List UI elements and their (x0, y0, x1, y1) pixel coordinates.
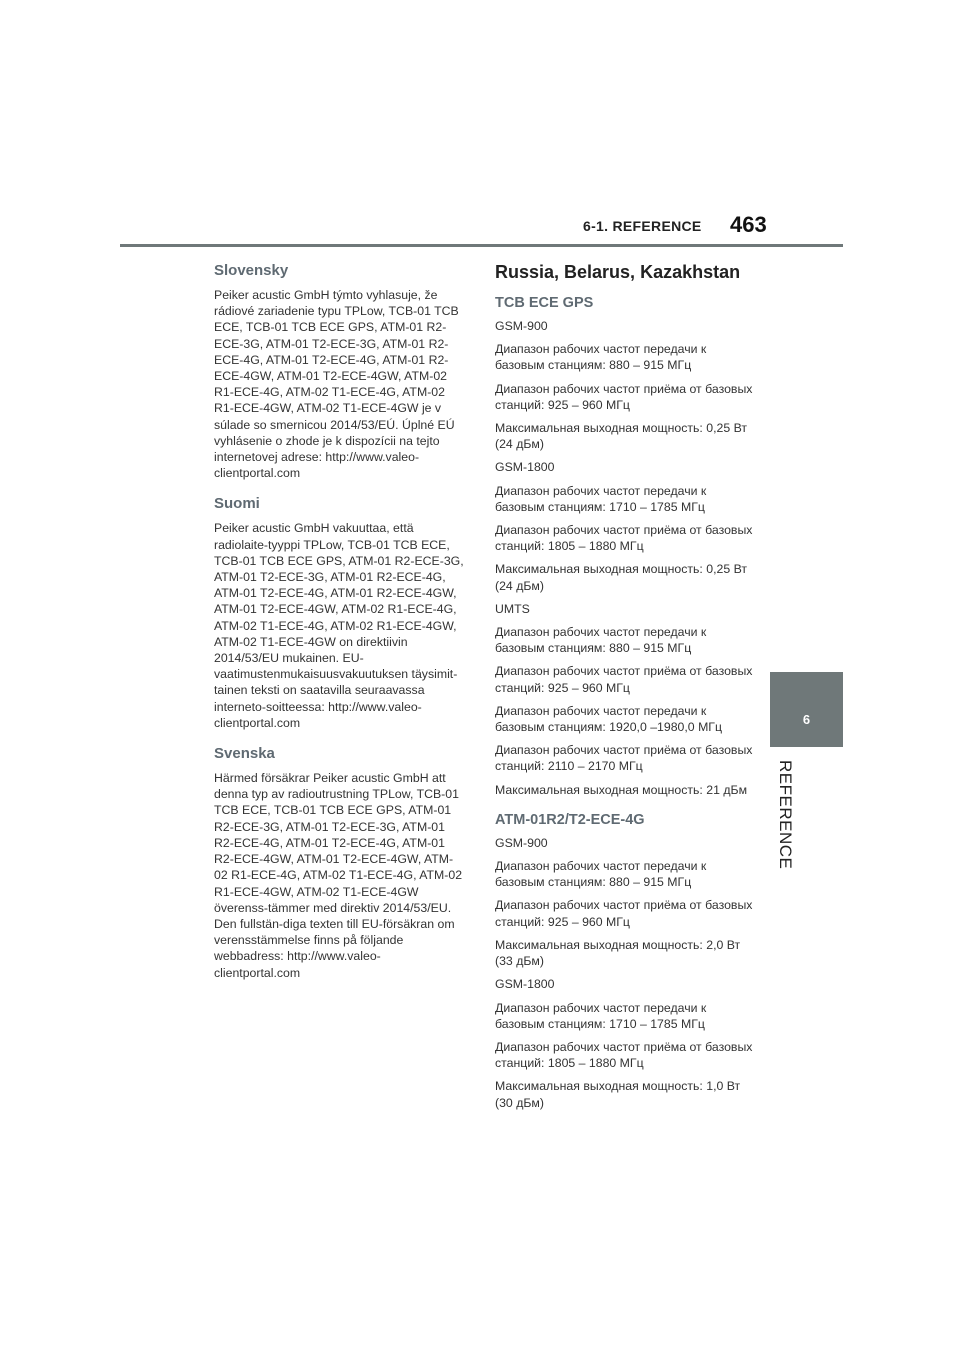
section-svenska (214, 745, 466, 981)
spec-line: Максимальная выходная мощность: 2,0 Вт (33 дБм) (495, 937, 741, 969)
left-column (214, 262, 466, 981)
spec-line: Диапазон рабочих частот передачи к базовым станциям: 1920,0 –1980,0 МГц (495, 703, 723, 735)
header-divider (120, 244, 843, 247)
right-column (495, 262, 757, 1118)
spec-line: GSM-900 (495, 319, 548, 333)
section-body: Peiker acustic GmbH týmto vyhlasuje, že rádiové zariadenie typu TPLow, TCB-01 TCB ECE, TCB-01 TCB ECE GPS, ATM-01 R2-ECE-3G, ATM-01 T2-ECE-3G, ATM-01 R2-ECE-4G, ATM-01 T2-ECE-4G, ATM-01 R2-ECE-4GW, ATM-01 T2-ECE-4GW, ATM-02 R1-ECE-4G, ATM-02 T1-ECE-4G, ATM-02 R1-ECE-4GW, ATM-02 T1-ECE-4GW je v súlade so smernicou 2014/53/EÚ. Úplné EÚ vyhlásenie o zhode je k dispozícii na tejto internetovej adrese: http://www.valeo-clientportal.com (214, 288, 459, 481)
spec-line: Максимальная выходная мощность: 21 дБм (495, 782, 748, 797)
spec-line: Максимальная выходная мощность: 0,25 Вт (24 дБм) (495, 562, 748, 593)
section-body: Härmed försäkrar Peiker acustic GmbH att denna typ av radioutrustning TPLow, TCB-01 TCB ECE, TCB-01 TCB ECE GPS, ATM-01 R2-ECE-3G, ATM-01 T2-ECE-3G, ATM-01 R2-ECE-4G, ATM-01 T2-ECE-4G, ATM-01 R2-ECE-4GW, ATM-01 T2-ECE-4GW, ATM-02 R1-ECE-4G, ATM-02 T1-ECE-4G, ATM-02 R1-ECE-4GW, ATM-02 T1-ECE-4GW överenss-tämmer med direktiv 2014/53/EU. Den fullstän-diga texten till EU-försäkran om verensstämmelse finns på följande webbadress: http://www.valeo-clientportal.com (214, 771, 463, 980)
section-heading: Svenska (214, 745, 275, 763)
spec-line: GSM-900 (495, 835, 548, 850)
section-heading: Slovensky (214, 262, 289, 279)
spec-line: GSM-1800 (495, 460, 555, 475)
region-heading: Russia, Belarus, Kazakhstan (495, 262, 741, 282)
spec-line: Диапазон рабочих частот приёма от базовых станций: 925 – 960 МГц (495, 664, 753, 695)
section-heading: Suomi (214, 495, 260, 513)
subsection-atm-01r2-t2-ece-4g (495, 812, 757, 1111)
spec-line: Диапазон рабочих частот передачи к базовым станциям: 880 – 915 МГц (495, 342, 707, 373)
spec-line: GSM-1800 (495, 977, 555, 992)
spec-line: Диапазон рабочих частот приёма от базовых станций: 925 – 960 МГц (495, 381, 753, 412)
spec-line: Диапазон рабочих частот приёма от базовых станций: 2110 – 2170 МГц (495, 743, 753, 774)
section-title: 6-1. REFERENCE (583, 218, 702, 234)
spec-line: Диапазон рабочих частот приёма от базовых станций: 1805 – 1880 МГц (495, 1039, 753, 1071)
spec-line: Максимальная выходная мощность: 1,0 Вт (30 дБм) (495, 1079, 741, 1110)
chapter-tab[interactable] (770, 672, 843, 747)
subsection-heading: ATM-01R2/T2-ECE-4G (495, 811, 645, 828)
spec-line: Диапазон рабочих частот передачи к базовым станциям: 880 – 915 МГц (495, 859, 707, 890)
chapter-label: REFERENCE (776, 760, 795, 870)
section-body: Peiker acustic GmbH vakuuttaa, että radiolaite-tyyppi TPLow, TCB-01 TCB ECE, TCB-01 TCB ECE GPS, ATM-01 R2-ECE-3G, ATM-01 T2-ECE-3G, ATM-01 R2-ECE-4G, ATM-01 T2-ECE-4G, ATM-01 R2-ECE-4GW, ATM-01 T2-ECE-4GW, ATM-02 R1-ECE-4G, ATM-02 T1-ECE-4G, ATM-02 R1-ECE-4GW, ATM-02 T1-ECE-4GW on direktiivin 2014/53/EU mukainen. EU-vaatimustenmukaisuusvakuutuksen täysimit-tainen teksti on saatavilla seuraavassa interneto-soitteessa: http://www.valeo-clientportal.com (214, 521, 464, 730)
spec-line: Максимальная выходная мощность: 0,25 Вт (24 дБм) (495, 421, 748, 452)
subsection-tcb-ece-gps (495, 295, 757, 798)
spec-line: Диапазон рабочих частот приёма от базовых станций: 1805 – 1880 МГц (495, 523, 753, 554)
page-number: 463 (730, 212, 767, 237)
section-suomi (214, 495, 466, 731)
spec-line: Диапазон рабочих частот приёма от базовых станций: 925 – 960 МГц (495, 898, 753, 929)
subsection-heading: TCB ECE GPS (495, 295, 594, 311)
spec-line: Диапазон рабочих частот передачи к базовым станциям: 1710 – 1785 МГц (495, 483, 707, 514)
spec-line: Диапазон рабочих частот передачи к базовым станциям: 880 – 915 МГц (495, 625, 707, 656)
spec-line: UMTS (495, 601, 530, 616)
section-slovensky (214, 262, 466, 481)
chapter-number: 6 (802, 712, 811, 727)
spec-line: Диапазон рабочих частот передачи к базовым станциям: 1710 – 1785 МГц (495, 1000, 707, 1031)
